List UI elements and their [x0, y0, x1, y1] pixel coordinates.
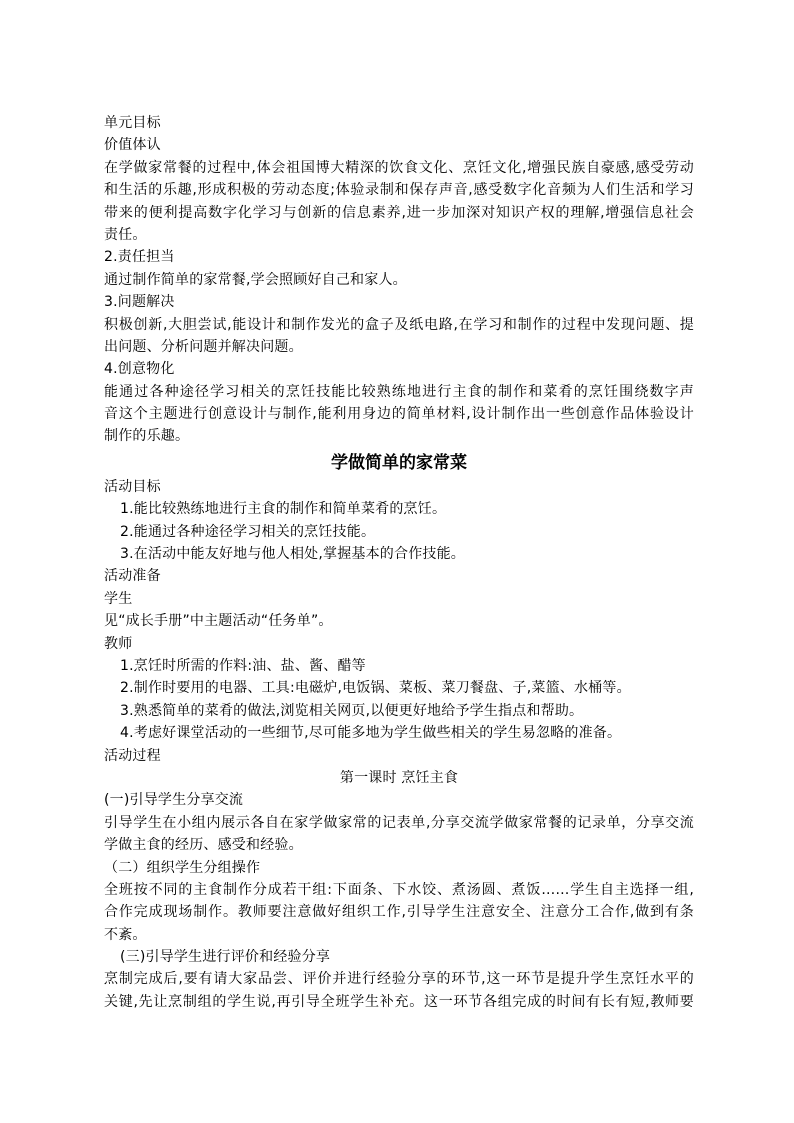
responsibility-heading: 2.责任担当 — [104, 249, 175, 266]
teacher-item: 2.制作时要用的电器、工具:电磁炉,电饭锅、菜板、菜刀餐盘、子,菜篮、水桶等。 — [120, 680, 631, 697]
paragraph-line: 带来的便利提高数字化学习与创新的信息素养,进一步加深对知识产权的理解,增强信息社会 — [104, 204, 694, 221]
paragraph-line: 音这个主题进行创意设计与制作,能利用身边的简单材料,设计制作出一些创意作品体验设计 — [104, 406, 694, 423]
paragraph-line: 不紊。 — [104, 926, 147, 943]
goal-item: 2.能通过各种途径学习相关的烹饪技能。 — [120, 523, 376, 540]
goal-item: 1.能比较熟练地进行主食的制作和简单菜肴的烹饪。 — [120, 501, 447, 518]
problem-heading: 3.问题解决 — [104, 294, 175, 311]
value-heading: 价值体认 — [104, 137, 161, 154]
paragraph-line: 关键,先让烹制组的学生说,再引导全班学生补充。这一环节各组完成的时间有长有短,教师要 — [104, 993, 694, 1010]
paragraph-line: 引导学生在小组内展示各自在家学做家常的记表单,分享交流学做家常餐的记录单，分享交流 — [104, 814, 694, 831]
paragraph-line: 全班按不同的主食制作分成若干组:下面条、下水饺、煮汤圆、煮饭……学生自主选择一组, — [104, 881, 694, 898]
teacher-item: 1.烹饪时所需的作料:油、盐、酱、醋等 — [120, 657, 366, 674]
step1-heading: (一)引导学生分享交流 — [104, 792, 244, 809]
step2-heading: （二）组织学生分组操作 — [104, 859, 261, 876]
step3-heading: (三)引导学生进行评价和经验分享 — [120, 949, 331, 966]
paragraph-line: 和生活的乐趣,形成积极的劳动态度;体验录制和保存声音,感受数字化音频为人们生活和学习 — [104, 182, 694, 199]
paragraph-line: 能通过各种途径学习相关的烹饪技能比较熟练地进行主食的制作和菜肴的烹饪围绕数字声 — [104, 383, 694, 400]
period-title: 第一课时 烹饪主食 — [339, 769, 459, 786]
student-heading: 学生 — [104, 590, 133, 607]
paragraph-line: 责任。 — [104, 226, 147, 243]
lesson-title: 学做简单的家常菜 — [331, 452, 467, 473]
paragraph-line: 合作完成现场制作。教师要注意做好组织工作,引导学生注意安全、注意分工合作,做到有条 — [104, 904, 694, 921]
process-heading: 活动过程 — [104, 747, 161, 764]
goal-item: 3.在活动中能友好地与他人相处,掌握基本的合作技能。 — [120, 546, 466, 563]
paragraph-line: 积极创新,大胆尝试,能设计和制作发光的盒子及纸电路,在学习和制作的过程中发现问题、提 — [104, 316, 694, 333]
paragraph-line: 制作的乐趣。 — [104, 428, 190, 445]
student-line: 见“成长手册”中主题活动“任务单”。 — [104, 613, 333, 630]
paragraph-line: 烹制完成后,要有请大家品尝、评价并进行经验分享的环节,这一环节是提升学生烹饪水平的 — [104, 971, 694, 988]
unit-goals-heading: 单元目标 — [104, 115, 161, 131]
paragraph-line: 通过制作简单的家常餐,学会照顾好自己和家人。 — [104, 271, 407, 288]
teacher-item: 3.熟悉简单的菜肴的做法,浏览相关网页,以便更好地给予学生指点和帮助。 — [120, 702, 584, 719]
document-body — [104, 112, 694, 1013]
prep-heading: 活动准备 — [104, 568, 161, 585]
goals-heading: 活动目标 — [104, 478, 161, 495]
paragraph-line: 学做主食的经历、感受和经验。 — [104, 837, 303, 854]
teacher-item: 4.考虑好课堂活动的一些细节,尽可能多地为学生做些相关的学生易忽略的准备。 — [120, 725, 622, 742]
teacher-heading: 教师 — [104, 635, 133, 652]
creative-heading: 4.创意物化 — [104, 361, 175, 378]
paragraph-line: 出问题、分析问题并解决问题。 — [104, 338, 303, 355]
paragraph-line: 在学做家常餐的过程中,体会祖国博大精深的饮食文化、烹饪文化,增强民族自豪感,感受劳动 — [104, 159, 694, 176]
